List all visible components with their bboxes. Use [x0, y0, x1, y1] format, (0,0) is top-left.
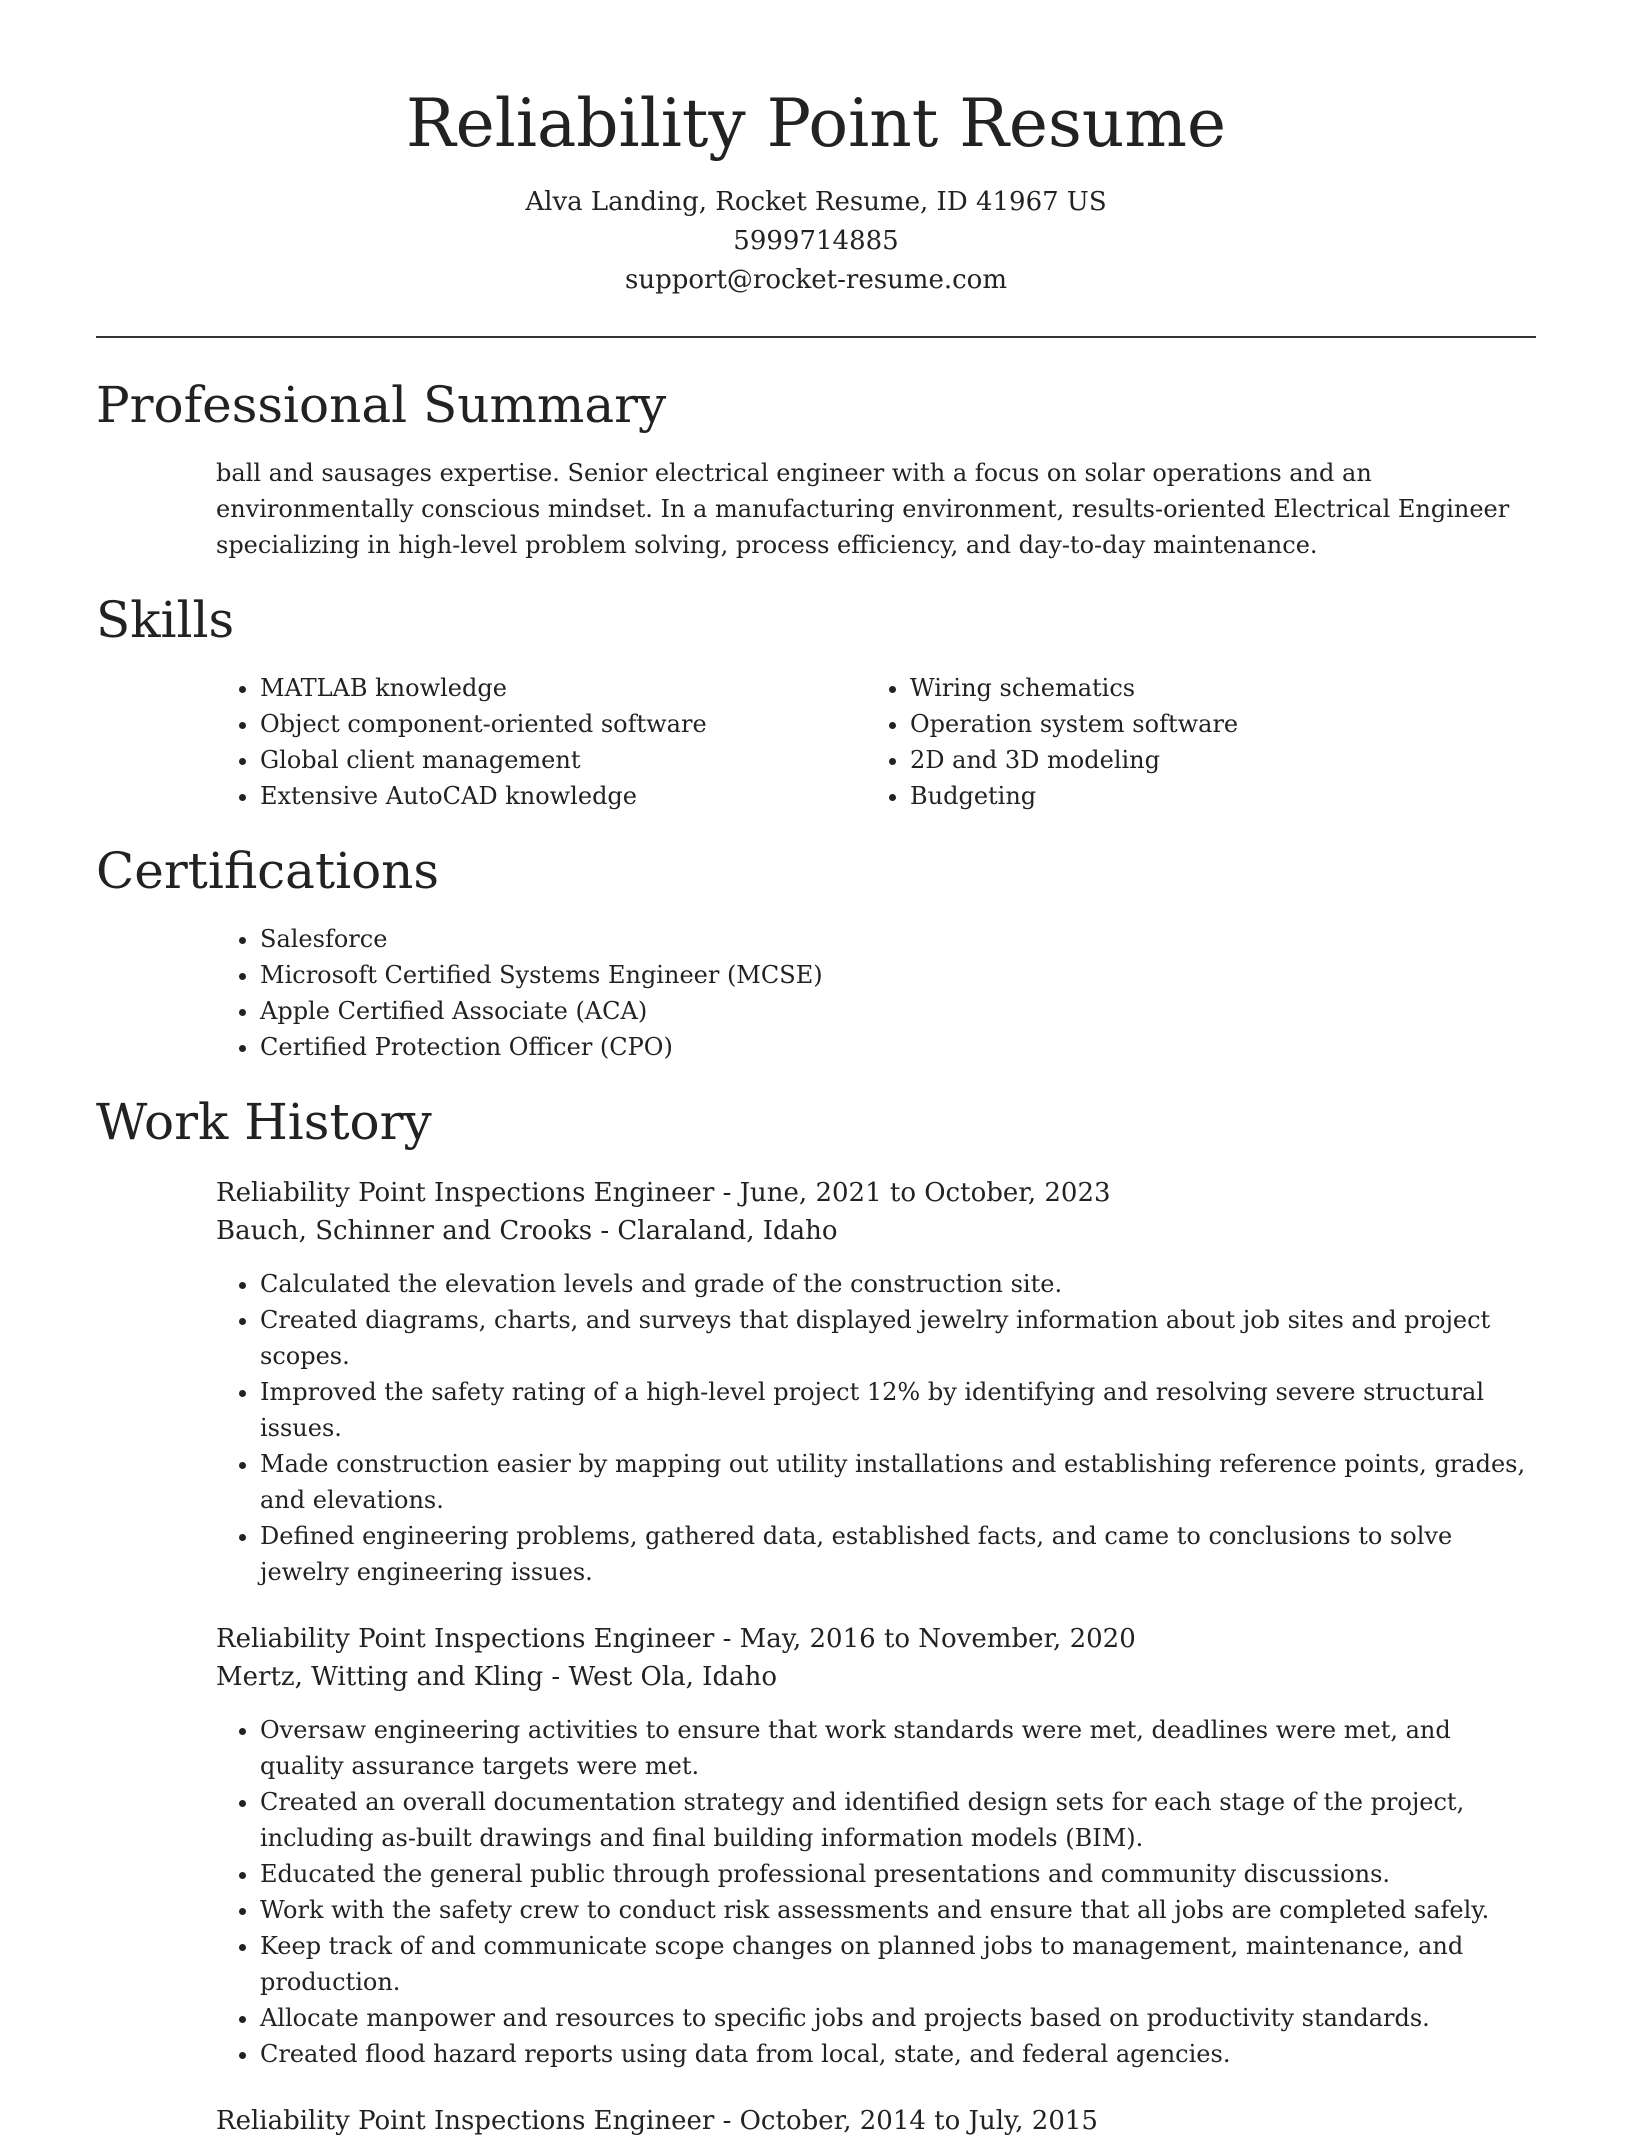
- certifications-title: Certifications: [96, 842, 440, 901]
- header-divider: [96, 336, 1536, 338]
- job-entry: [96, 1620, 1536, 2072]
- job-bullet: • Calculated the elevation levels and grade of the construction site.: [260, 1266, 1536, 1302]
- certification-item: • Microsoft Certified Systems Engineer (MCSE): [260, 957, 1536, 993]
- job-bullet: • Made construction easier by mapping out utility installations and establishing reference points, grades, and elevations.: [260, 1446, 1536, 1518]
- certification-item: • Certified Protection Officer (CPO): [260, 1029, 1536, 1065]
- job-entry: [96, 2102, 1536, 2140]
- skill-item: • Operation system software: [910, 706, 1516, 742]
- job-bullets: [216, 1266, 1536, 1590]
- skills-column-left: [216, 670, 866, 814]
- job-bullet: • Created diagrams, charts, and surveys that displayed jewelry information about job sites and project scopes.: [260, 1302, 1536, 1374]
- job-bullet: • Defined engineering problems, gathered data, established facts, and came to conclusions to solve jewelry engineering issues.: [260, 1518, 1536, 1590]
- work-history-title: Work History: [96, 1093, 432, 1152]
- resume-page: [96, 0, 1536, 2140]
- job-bullet: • Educated the general public through professional presentations and community discussions.: [260, 1856, 1536, 1892]
- skills-section: [96, 593, 1536, 814]
- resume-header: [96, 0, 1536, 300]
- certification-item: • Salesforce: [260, 921, 1536, 957]
- job-bullet: • Allocate manpower and resources to specific jobs and projects based on productivity standards.: [260, 2000, 1536, 2036]
- job-title-line: Reliability Point Inspections Engineer - June, 2021 to October, 2023: [216, 1178, 1111, 1209]
- job-entry: [96, 1174, 1536, 1590]
- contact-address: Alva Landing, Rocket Resume, ID 41967 US: [525, 187, 1107, 218]
- work-history-section: [96, 1095, 1536, 2140]
- certifications-section: [96, 844, 1536, 1065]
- skill-item: • MATLAB knowledge: [260, 670, 866, 706]
- certification-item: • Apple Certified Associate (ACA): [260, 993, 1536, 1029]
- job-bullet: • Created an overall documentation strategy and identified design sets for each stage of the project, including as-built drawings and final building information models (BIM).: [260, 1784, 1536, 1856]
- job-bullet: • Created flood hazard reports using data from local, state, and federal agencies.: [260, 2036, 1536, 2072]
- job-title-line: Reliability Point Inspections Engineer - May, 2016 to November, 2020: [216, 1624, 1136, 1655]
- certifications-list: [96, 921, 1536, 1065]
- summary-title: Professional Summary: [96, 376, 667, 435]
- skill-item: • Wiring schematics: [910, 670, 1516, 706]
- job-bullets: [216, 1712, 1536, 2072]
- job-bullet: • Oversaw engineering activities to ensure that work standards were met, deadlines were met, and quality assurance targets were met.: [260, 1712, 1536, 1784]
- summary-section: [96, 378, 1536, 563]
- skills-title: Skills: [96, 591, 235, 650]
- skill-item: • 2D and 3D modeling: [910, 742, 1516, 778]
- skill-item: • Extensive AutoCAD knowledge: [260, 778, 866, 814]
- skills-grid: [96, 670, 1536, 814]
- job-bullet: • Improved the safety rating of a high-level project 12% by identifying and resolving severe structural issues.: [260, 1374, 1536, 1446]
- skills-column-right: [866, 670, 1516, 814]
- job-bullet: • Work with the safety crew to conduct risk assessments and ensure that all jobs are completed safely.: [260, 1892, 1536, 1928]
- job-title-line: Reliability Point Inspections Engineer - October, 2014 to July, 2015: [216, 2106, 1098, 2137]
- skill-item: • Object component-oriented software: [260, 706, 866, 742]
- resume-name: Reliability Point Resume: [405, 85, 1227, 162]
- job-company-line: Bauch, Schinner and Crooks - Claraland, Idaho: [216, 1216, 838, 1247]
- summary-text: ball and sausages expertise. Senior electrical engineer with a focus on solar operations and an environmentally conscious mindset. In a manufacturing environment, results-oriented Electrical Engineer specializing in high-level problem solving, process efficiency, and day-to-day maintenance.: [216, 459, 1510, 560]
- contact-phone: 5999714885: [733, 226, 899, 257]
- job-bullet: • Keep track of and communicate scope changes on planned jobs to management, maintenance, and production.: [260, 1928, 1536, 2000]
- contact-email: support@rocket-resume.com: [624, 265, 1007, 296]
- job-company-line: Mertz, Witting and Kling - West Ola, Idaho: [216, 1662, 777, 1693]
- skill-item: • Budgeting: [910, 778, 1516, 814]
- skill-item: • Global client management: [260, 742, 866, 778]
